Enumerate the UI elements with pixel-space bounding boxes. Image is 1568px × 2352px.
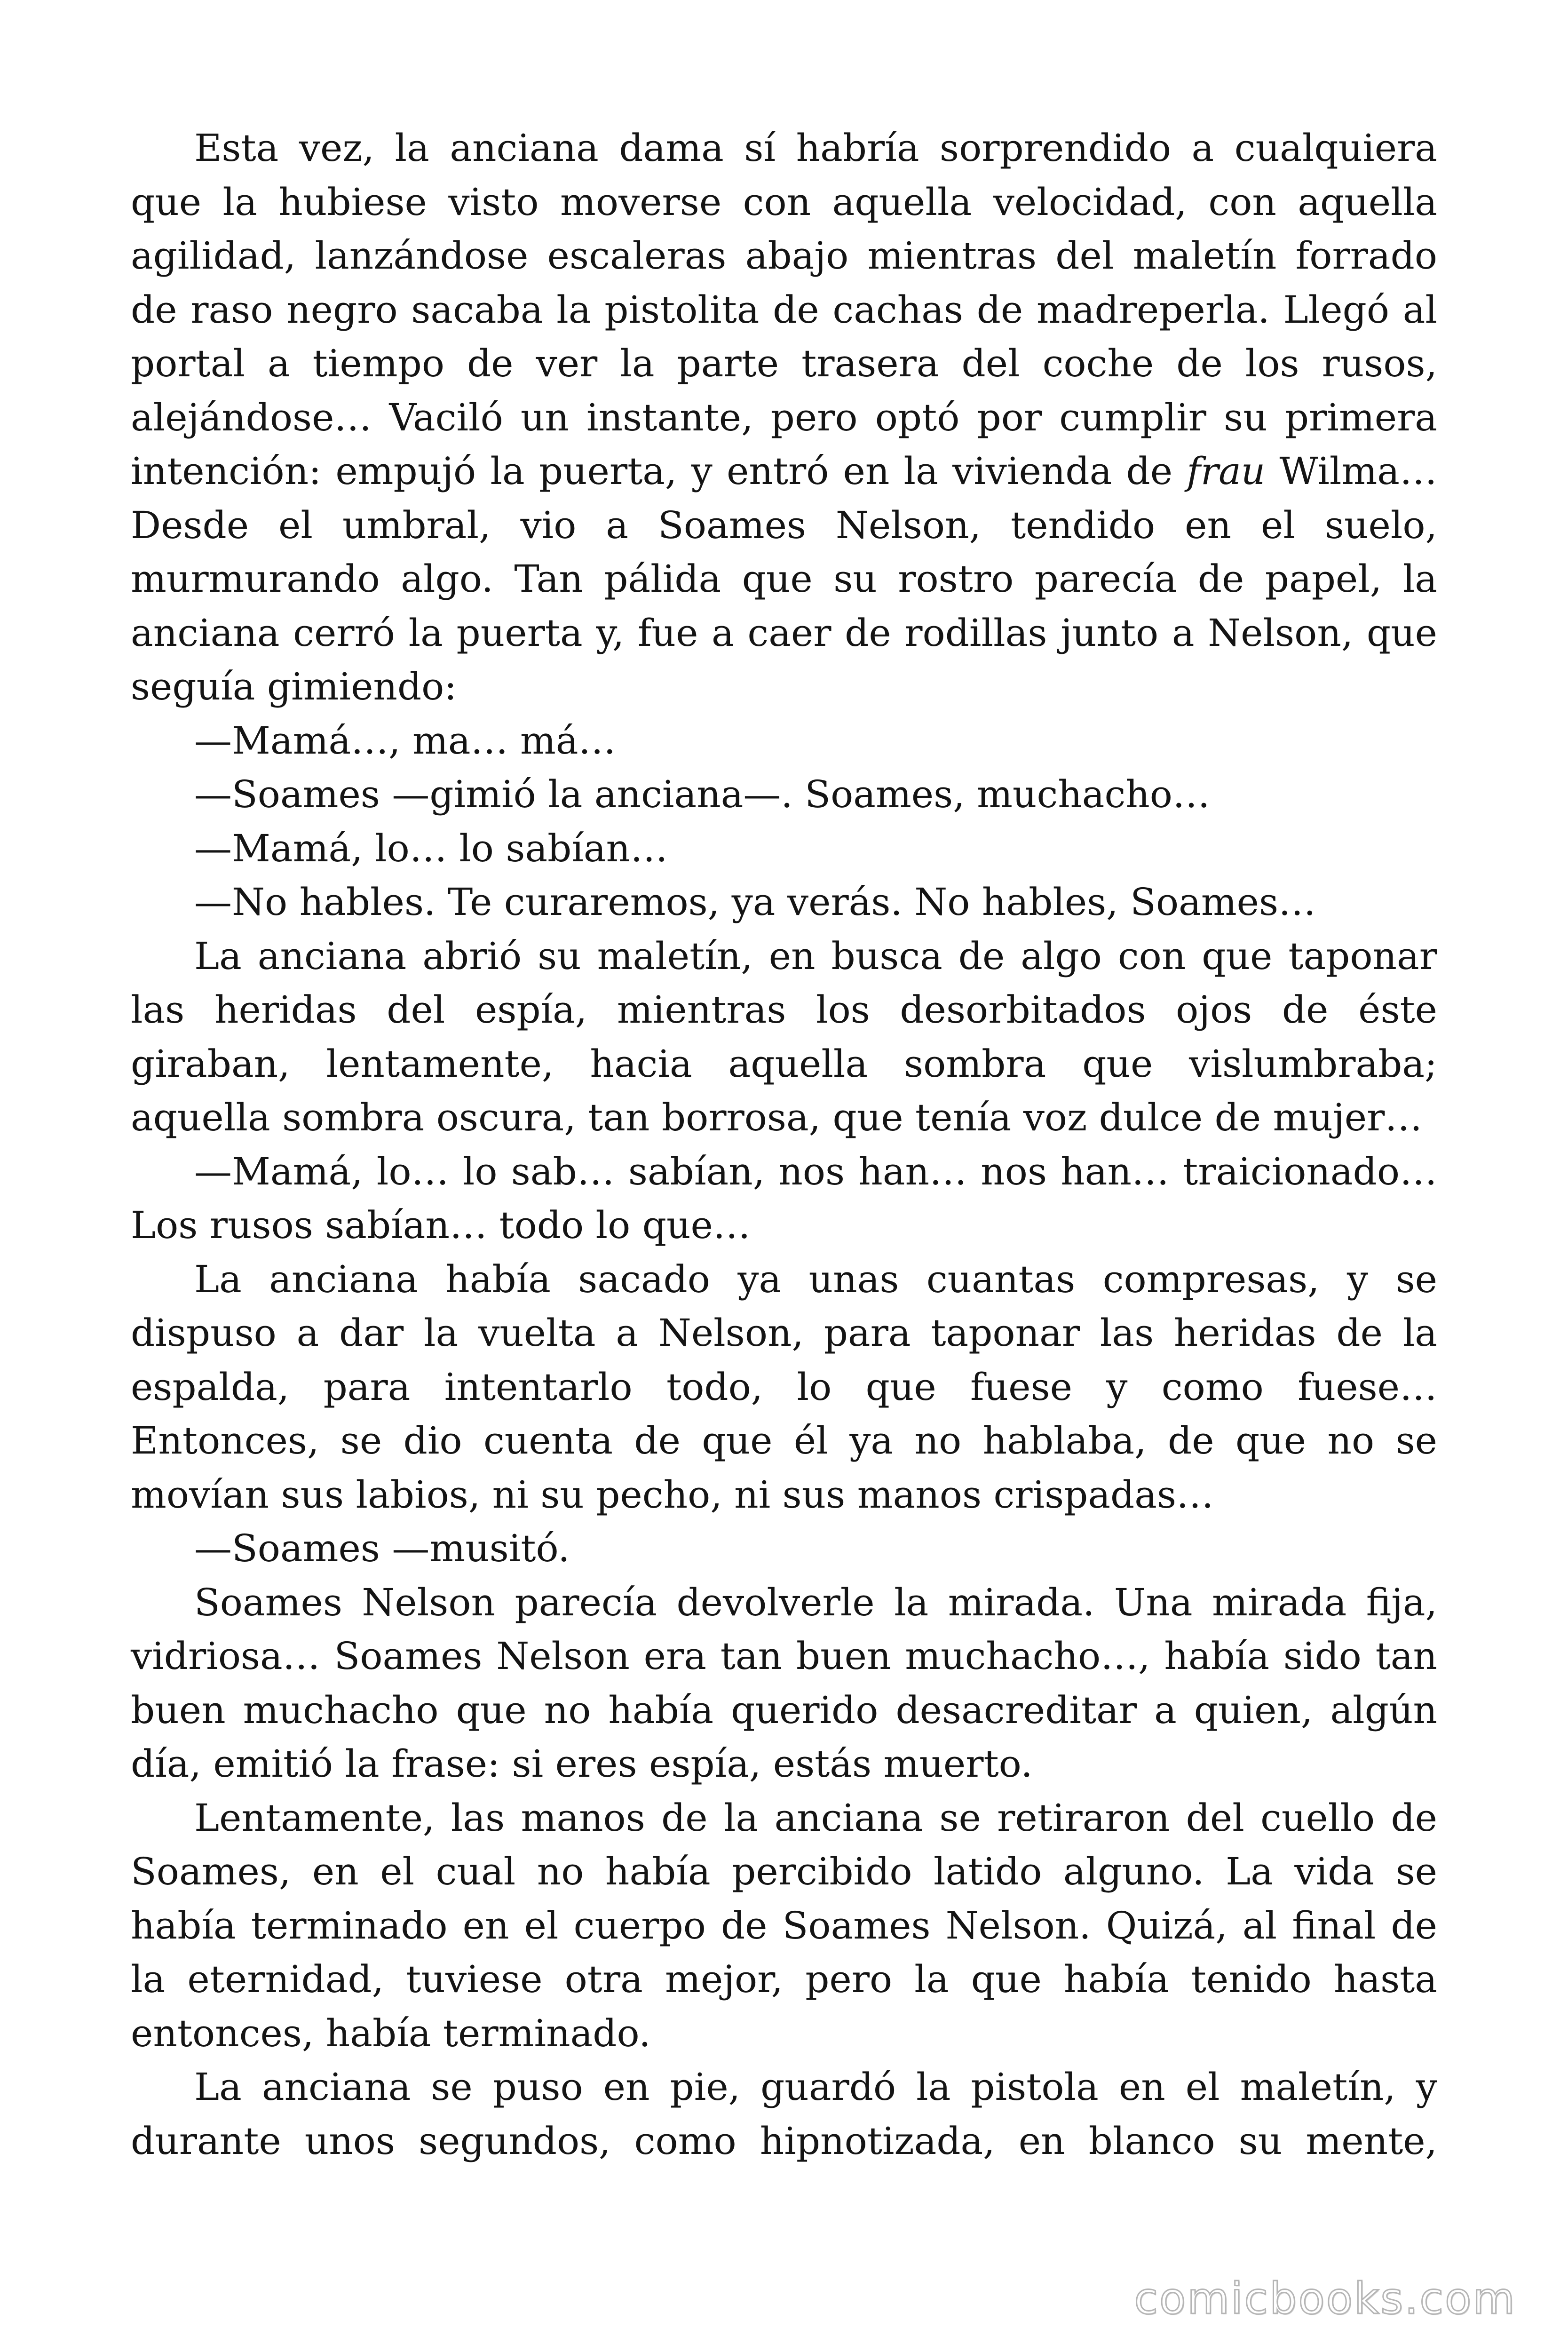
text-run: La anciana se puso en pie, guardó la pistola en el maletín, y durante unos segundos, como hipnotizada, en blanco su mente, [131, 2065, 1437, 2163]
dialogue-line [131, 875, 1437, 930]
paragraph [131, 930, 1437, 1145]
text-run: Soames Nelson parecía devolverle la mirada. Una mirada fija, vidriosa… Soames Nelson era tan buen muchacho…, había sido tan buen muchacho que no había querido desacreditar a quien, algún día, emitió la frase: si eres espía, estás muerto. [131, 1580, 1437, 1786]
dialogue-line [131, 1522, 1437, 1576]
dialogue-line [131, 714, 1437, 768]
text-run: Lentamente, las manos de la anciana se retiraron del cuello de Soames, en el cual no había percibido latido alguno. La vida se había terminado en el cuerpo de Soames Nelson. Quizá, al final de la eternidad, tuviese otra mejor, pero la que había tenido hasta entonces, había terminado. [131, 1796, 1437, 2055]
dialogue-line [131, 822, 1437, 876]
text-run: La anciana abrió su maletín, en busca de algo con que taponar las heridas del espía, mientras los desorbitados ojos de éste giraban, lentamente, hacia aquella sombra que vislumbraba; aquella sombra oscura, tan borrosa, que tenía voz dulce de mujer… [131, 934, 1437, 1139]
text-run: —Mamá, lo… lo sabían… [194, 826, 668, 870]
text-run: —Mamá, lo… lo sab… sabían, nos han… nos han… traicionado… Los rusos sabían… todo lo que… [131, 1149, 1437, 1247]
watermark: comicbooks.com [1134, 2273, 1516, 2324]
paragraph [131, 1576, 1437, 1791]
italic-text: frau [1187, 449, 1266, 493]
book-page-text [131, 121, 1437, 2168]
text-run: Esta vez, la anciana dama sí habría sorprendido a cualquiera que la hubiese visto moverse con aquella velocidad, con aquella agilidad, lanzándose escaleras abajo mientras del maletín forrado de raso negro sacaba la pistolita de cachas de madreperla. Llegó al portal a tiempo de ver la parte trasera del coche de los rusos, alejándose… Vaciló un instante, pero optó por cumplir su primera intención: empujó la puerta, y entró en la vivienda de [131, 126, 1437, 493]
paragraph [131, 121, 1437, 714]
text-run: —Soames —gimió la anciana—. Soames, muchacho… [194, 772, 1210, 816]
text-run: —Mamá…, ma… má… [194, 718, 616, 763]
text-run: La anciana había sacado ya unas cuantas compresas, y se dispuso a dar la vuelta a Nelson, para taponar las heridas de la espalda, para intentarlo todo, lo que fuese y como fuese… Entonces, se dio cuenta de que él ya no hablaba, de que no se movían sus labios, ni su pecho, ni sus manos crispadas… [131, 1257, 1437, 1517]
text-run: Wilma… Desde el umbral, vio a Soames Nelson, tendido en el suelo, murmurando algo. Tan pálida que su rostro parecía de papel, la anciana cerró la puerta y, fue a caer de rodillas junto a Nelson, que seguía gimiendo: [131, 449, 1438, 708]
text-run: —No hables. Te curaremos, ya verás. No hables, Soames… [194, 880, 1316, 924]
paragraph [131, 2060, 1437, 2168]
paragraph [131, 1253, 1437, 1522]
dialogue-line [131, 768, 1437, 822]
paragraph [131, 1791, 1437, 2061]
text-run: —Soames —musitó. [194, 1526, 570, 1570]
dialogue-line [131, 1145, 1437, 1253]
